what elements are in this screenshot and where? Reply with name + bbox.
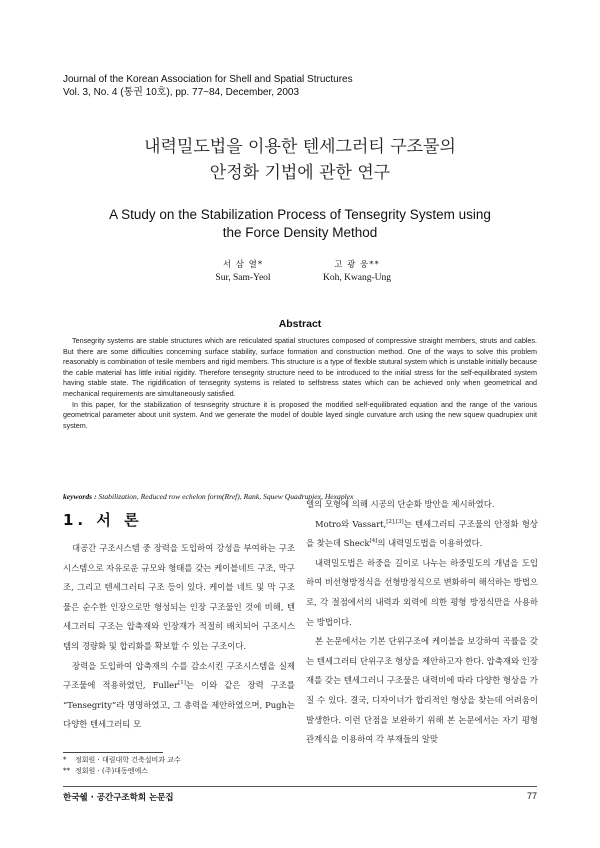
author-2-korean: 고 광 웅** [334, 260, 380, 270]
abstract-heading: Abstract [278, 318, 322, 330]
citation-ref: [4] [369, 538, 378, 545]
abstract-paragraph-1: Tensegrity systems are stable structures which are reticulated spatial structures composed of compressive straight members, struts and cables. But there are some difficulties concerning surface stability, surface formation and construction method. One of the ways to solve this problem reasonably is combination of tesile members and rigid members. This structure is a type of flexible stutural system which is unstable initially because the cable material has little initial rigidity. Therefore tensegrity structure need to be introduced to the initial stress for the self-equilibrated system having stable state. The rigidification of tensegrity systems is related to selfstress states which can be achieved only when geometrical and mechanical requirements are simultaneously satisfied. [63, 336, 537, 398]
english-title-line2: the Force Density Method [222, 225, 378, 240]
right-paragraph-1 [306, 515, 538, 554]
footnotes [63, 755, 295, 777]
left-paragraph-1: 대공간 구조시스템 중 장력을 도입하여 강성을 부여하는 구조시스템으로 자유로운 규모와 형태를 갖는 케이블네트 구조, 막구조, 그리고 텐세그러티 구조 등이 있다. 케이블 네트 및 막 구조물은 순수한 인장으로만 형성되는 인장 구조물인 것에 비해, 텐세그러티 구조는 압축재와 인장재가 적절히 배치되어 구조시스템의 경량화 및 합리화를 확보할 수 있는 구조이다. [63, 543, 295, 651]
footnote-text: 정회원 · (주)대동엔에스 [75, 767, 148, 775]
footnote-text: 정회원 · 대림대학 건축설비과 교수 [75, 756, 181, 764]
abstract-body [63, 336, 537, 431]
right-paragraph-2: 내력밀도법은 하중을 길이로 나누는 하중밀도의 개념을 도입하여 비선형방정식을 선형방정식으로 변화하여 해석하는 방법으로, 각 절점에서의 내력과 외력에 의한 평형 방정식만을 사용하는 방법이다. [306, 557, 538, 627]
right-p1-text-c: 의 내력밀도법을 이용하였다. [377, 538, 483, 549]
korean-title [60, 134, 540, 186]
footnote-mark: ** [63, 767, 70, 775]
journal-name: Journal of the Korean Association for Shell and Spatial Structures [63, 74, 353, 85]
author-2 [297, 259, 417, 285]
section-heading: 1. 서 론 [63, 511, 143, 529]
keywords-text: Stabilization, Reduced row echelon form(Rref), Rank, Squew Quadrupiex, Hexaplex [98, 492, 354, 501]
korean-title-line2: 안정화 기법에 관한 연구 [209, 163, 391, 183]
right-column [306, 495, 538, 750]
footnote-divider [63, 752, 163, 753]
author-2-english: Koh, Kwang-Ung [322, 273, 392, 283]
journal-issue: Vol. 3, No. 4 (통권 10호), pp. 77~84, December, 2003 [63, 87, 300, 98]
footnote-2 [63, 766, 295, 777]
abstract-paragraph-2: In this paper, for the stabilization of tesnsegrity structure it is proposed the modified self-equilibrated equation and the range of the various geometrical parameter about unit system. And we generate the model of double layed single curvature arch using the new squew quadrupiex unit system. [63, 399, 537, 430]
footer-divider [63, 786, 537, 787]
right-p1-text-b: 는 텐세그러티 구조물의 안정화 형상을 찾는데 Sheck [306, 518, 538, 549]
left-p2-text-b: 는 이와 같은 장력 구조를 “Tensegrity”라 명명하였고, 그 총력을 제안하였으며, Pugh는 다양한 텐세그러티 모 [63, 680, 295, 730]
citation-ref: [2],[3] [386, 518, 404, 525]
author-1-korean: 서 삼 열* [222, 260, 264, 270]
journal-header [63, 73, 543, 99]
right-p1-text-a: Motro와 Vassart, [315, 518, 387, 529]
right-paragraph-0: 델의 모형에 의해 시공의 단순화 방안을 제시하였다. [306, 499, 495, 509]
english-title [60, 206, 540, 242]
footer-journal: 한국쉘 · 공간구조학회 논문집 [63, 793, 174, 803]
left-p2-text-a: 장력을 도입하여 압축재의 수를 감소시킨 구조시스템을 실제 구조물에 적용하였던, Fuller [63, 660, 295, 691]
author-1-english: Sur, Sam-Yeol [215, 273, 271, 283]
korean-title-line1: 내력밀도법을 이용한 텐세그러티 구조물의 [144, 137, 456, 157]
right-paragraph-3: 본 논문에서는 기본 단위구조에 케이블을 보강하여 곡률을 갖는 텐세그러티 단위구조 형상을 제안하고자 한다. 압축재와 인장재를 갖는 텐세그러니 구조물은 내력비에 따라 다양한 형상을 가질 수 있다. 결국, 디자이너가 합리적인 형상을 찾는데 어려움이 발생한다. 이런 단점을 보완하기 위해 본 논문에서는 자기 평형 관계식을 이용하여 각 부재들의 알맞 [306, 636, 538, 745]
footnote-1 [63, 755, 295, 766]
footnote-mark: * [63, 756, 67, 764]
left-column [63, 539, 295, 735]
author-1 [183, 259, 303, 285]
keywords-label: keywords : [63, 492, 97, 501]
citation-ref: [1] [178, 680, 186, 687]
page-number: 77 [526, 791, 537, 801]
english-title-line1: A Study on the Stabilization Process of Tensegrity System using [109, 207, 491, 222]
left-paragraph-2 [63, 657, 295, 735]
